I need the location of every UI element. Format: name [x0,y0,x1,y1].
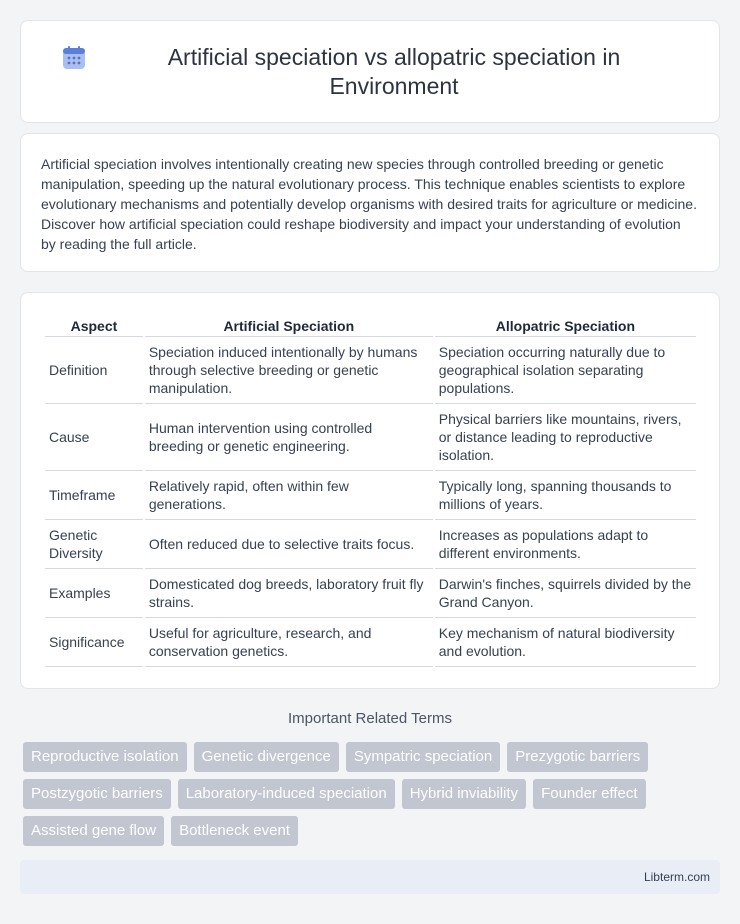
header-artificial: Artificial Speciation [145,315,433,337]
row-aspect: Timeframe [45,471,143,520]
row-artificial: Speciation induced intentionally by humans through selective breeding or genetic manipulation. [145,337,433,404]
tag-row [23,779,723,809]
table-row [45,618,696,667]
calendar-grid-icon [61,45,87,71]
row-allopatric: Typically long, spanning thousands to millions of years. [435,471,696,520]
tag-prezygotic-barriers[interactable]: Prezygotic barriers [507,742,648,772]
intro-card [20,133,720,272]
row-aspect: Genetic Diversity [45,520,143,569]
row-aspect: Examples [45,569,143,618]
tag-sympatric-speciation[interactable]: Sympatric speciation [346,742,500,772]
related-terms-list [23,742,723,853]
row-allopatric: Increases as populations adapt to different environments. [435,520,696,569]
tag-reproductive-isolation[interactable]: Reproductive isolation [23,742,187,772]
tag-bottleneck-event[interactable]: Bottleneck event [171,816,298,846]
row-allopatric: Darwin's finches, squirrels divided by the Grand Canyon. [435,569,696,618]
table-row [45,337,696,404]
row-aspect: Definition [45,337,143,404]
tag-assisted-gene-flow[interactable]: Assisted gene flow [23,816,164,846]
row-artificial: Domesticated dog breeds, laboratory fruit fly strains. [145,569,433,618]
tag-row [23,742,723,772]
row-artificial: Human intervention using controlled breeding or genetic engineering. [145,404,433,471]
header-allopatric: Allopatric Speciation [435,315,696,337]
footer-site-link[interactable]: Libterm.com [643,870,710,884]
tag-hybrid-inviability[interactable]: Hybrid inviability [402,779,526,809]
table-row [45,404,696,471]
table-header-row [45,315,696,337]
footer [20,860,720,894]
tag-laboratory-induced-speciation[interactable]: Laboratory-induced speciation [178,779,395,809]
comparison-table [43,315,698,667]
row-allopatric: Physical barriers like mountains, rivers, or distance leading to reproductive isolation. [435,404,696,471]
table-row [45,520,696,569]
page-title: Artificial speciation vs allopatric speciation in Environment [167,43,621,99]
row-allopatric: Speciation occurring naturally due to geographical isolation separating populations. [435,337,696,404]
row-aspect: Cause [45,404,143,471]
tag-genetic-divergence[interactable]: Genetic divergence [194,742,339,772]
header-card [20,20,720,123]
tag-postzygotic-barriers[interactable]: Postzygotic barriers [23,779,171,809]
row-allopatric: Key mechanism of natural biodiversity and evolution. [435,618,696,667]
tag-row [23,816,723,846]
table-row [45,471,696,520]
tag-founder-effect[interactable]: Founder effect [533,779,645,809]
table-row [45,569,696,618]
related-terms-title: Important Related Terms [288,710,452,727]
row-artificial: Relatively rapid, often within few generations. [145,471,433,520]
row-aspect: Significance [45,618,143,667]
row-artificial: Useful for agriculture, research, and conservation genetics. [145,618,433,667]
header-aspect: Aspect [45,315,143,337]
comparison-table-card [20,292,720,689]
row-artificial: Often reduced due to selective traits focus. [145,520,433,569]
intro-paragraph: Artificial speciation involves intentionally creating new species through controlled breeding or genetic manipulation, speeding up the natural evolutionary process. This technique enables scientists to explore evolutionary mechanisms and potentially develop organisms with desired traits for agriculture or medicine. Discover how artificial speciation could reshape biodiversity and impact your understanding of evolution by reading the full article. [41,156,697,252]
